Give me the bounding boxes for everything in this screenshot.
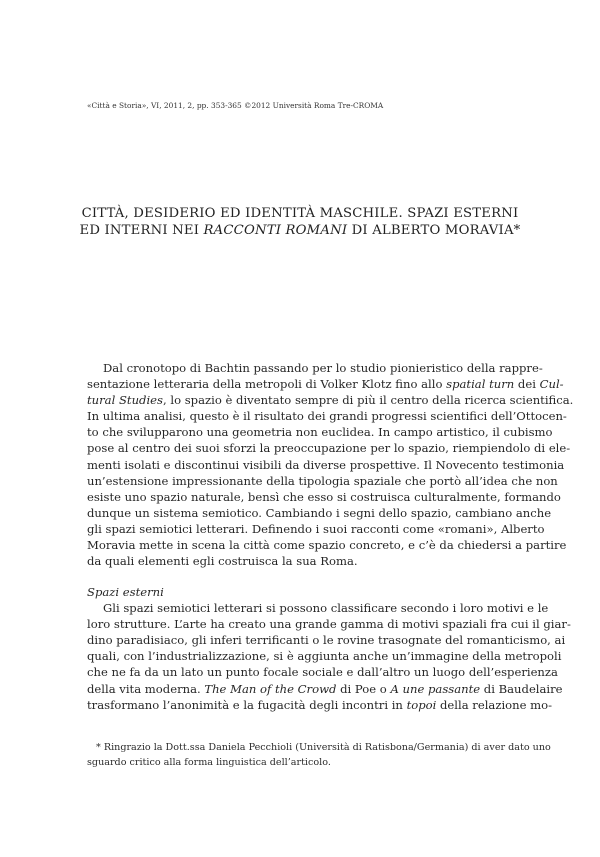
text-line: tural Studies, lo spazio è diventato sempre di più il centro della ricerca scientifica. — [87, 393, 574, 408]
text-line: gli spazi semiotici letterari. Definendo i suoi racconti come «romani», Alberto — [87, 521, 545, 536]
article-title — [60, 205, 540, 239]
title-italic-racconti-romani: RACCONTI ROMANI — [203, 223, 348, 238]
text-line: Gli spazi semiotici letterari si possono classificare secondo i loro motivi e le — [103, 601, 549, 616]
intro-paragraph — [87, 360, 574, 569]
footnote — [87, 741, 551, 770]
journal-citation: «Città e Storia», VI, 2011, 2, pp. 353-365 ©2012 Università Roma Tre-CROMA — [87, 101, 384, 110]
footnote-line: sguardo critico alla forma linguistica dell’articolo. — [87, 756, 331, 768]
text-line: da quali elementi egli costruisca la sua Roma. — [87, 554, 358, 569]
text-line: esiste uno spazio naturale, bensì che esso si costruisca culturalmente, formando — [87, 489, 561, 504]
text-line: Moravia mette in scena la città come spazio concreto, e c’è da chiedersi a partire — [87, 538, 567, 553]
text-line: loro strutture. L’arte ha creato una grande gamma di motivi spaziali fra cui il giar- — [87, 617, 571, 632]
text-line: della vita moderna. The Man of the Crowd di Poe o A une passante di Baudelaire — [87, 681, 563, 696]
text-line: che ne fa da un lato un punto focale sociale e dall’altro un luogo dell’esperienza — [87, 665, 558, 680]
text-line: quali, con l’industrializzazione, si è aggiunta anche un’immagine della metropoli — [87, 649, 562, 664]
text-line: sentazione letteraria della metropoli di Volker Klotz fino allo spatial turn dei Cul- — [87, 377, 564, 392]
text-line: dunque un sistema semiotico. Cambiando i segni dello spazio, cambiano anche — [87, 505, 552, 520]
text-line: trasformano l’anonimità e la fugacità degli incontri in topoi della relazione mo- — [87, 697, 553, 712]
text-line: menti isolati e discontinui visibili da diverse prospettive. Il Novecento testimonia — [87, 457, 565, 472]
title-line-2: ED INTERNI NEI RACCONTI ROMANI DI ALBERTO MORAVIA* — [79, 223, 521, 238]
title-line-1: CITTÀ, DESIDERIO ED IDENTITÀ MASCHILE. SPAZI ESTERNI — [81, 206, 519, 221]
section-spazi-esterni — [87, 584, 571, 713]
text-line: Dal cronotopo di Bachtin passando per lo studio pionieristico della rappre- — [103, 361, 543, 375]
text-line: to che svilupparono una geometria non euclidea. In campo artistico, il cubismo — [87, 425, 553, 440]
section-heading: Spazi esterni — [87, 585, 164, 599]
text-line: In ultima analisi, questo è il risultato dei grandi progressi scientifici dell’Ottocen- — [87, 409, 567, 424]
text-line: un’estensione impressionante della tipologia spaziale che portò all’idea che non — [87, 473, 558, 488]
text-line: dino paradisiaco, gli inferi terrificanti o le rovine trasognate del romanticismo, ai — [87, 633, 566, 648]
text-line: pose al centro dei suoi sforzi la preoccupazione per lo spazio, riempiendolo di ele- — [87, 441, 571, 456]
footnote-line: * Ringrazio la Dott.ssa Daniela Pecchioli (Università di Ratisbona/Germania) di aver dato uno — [96, 742, 551, 753]
